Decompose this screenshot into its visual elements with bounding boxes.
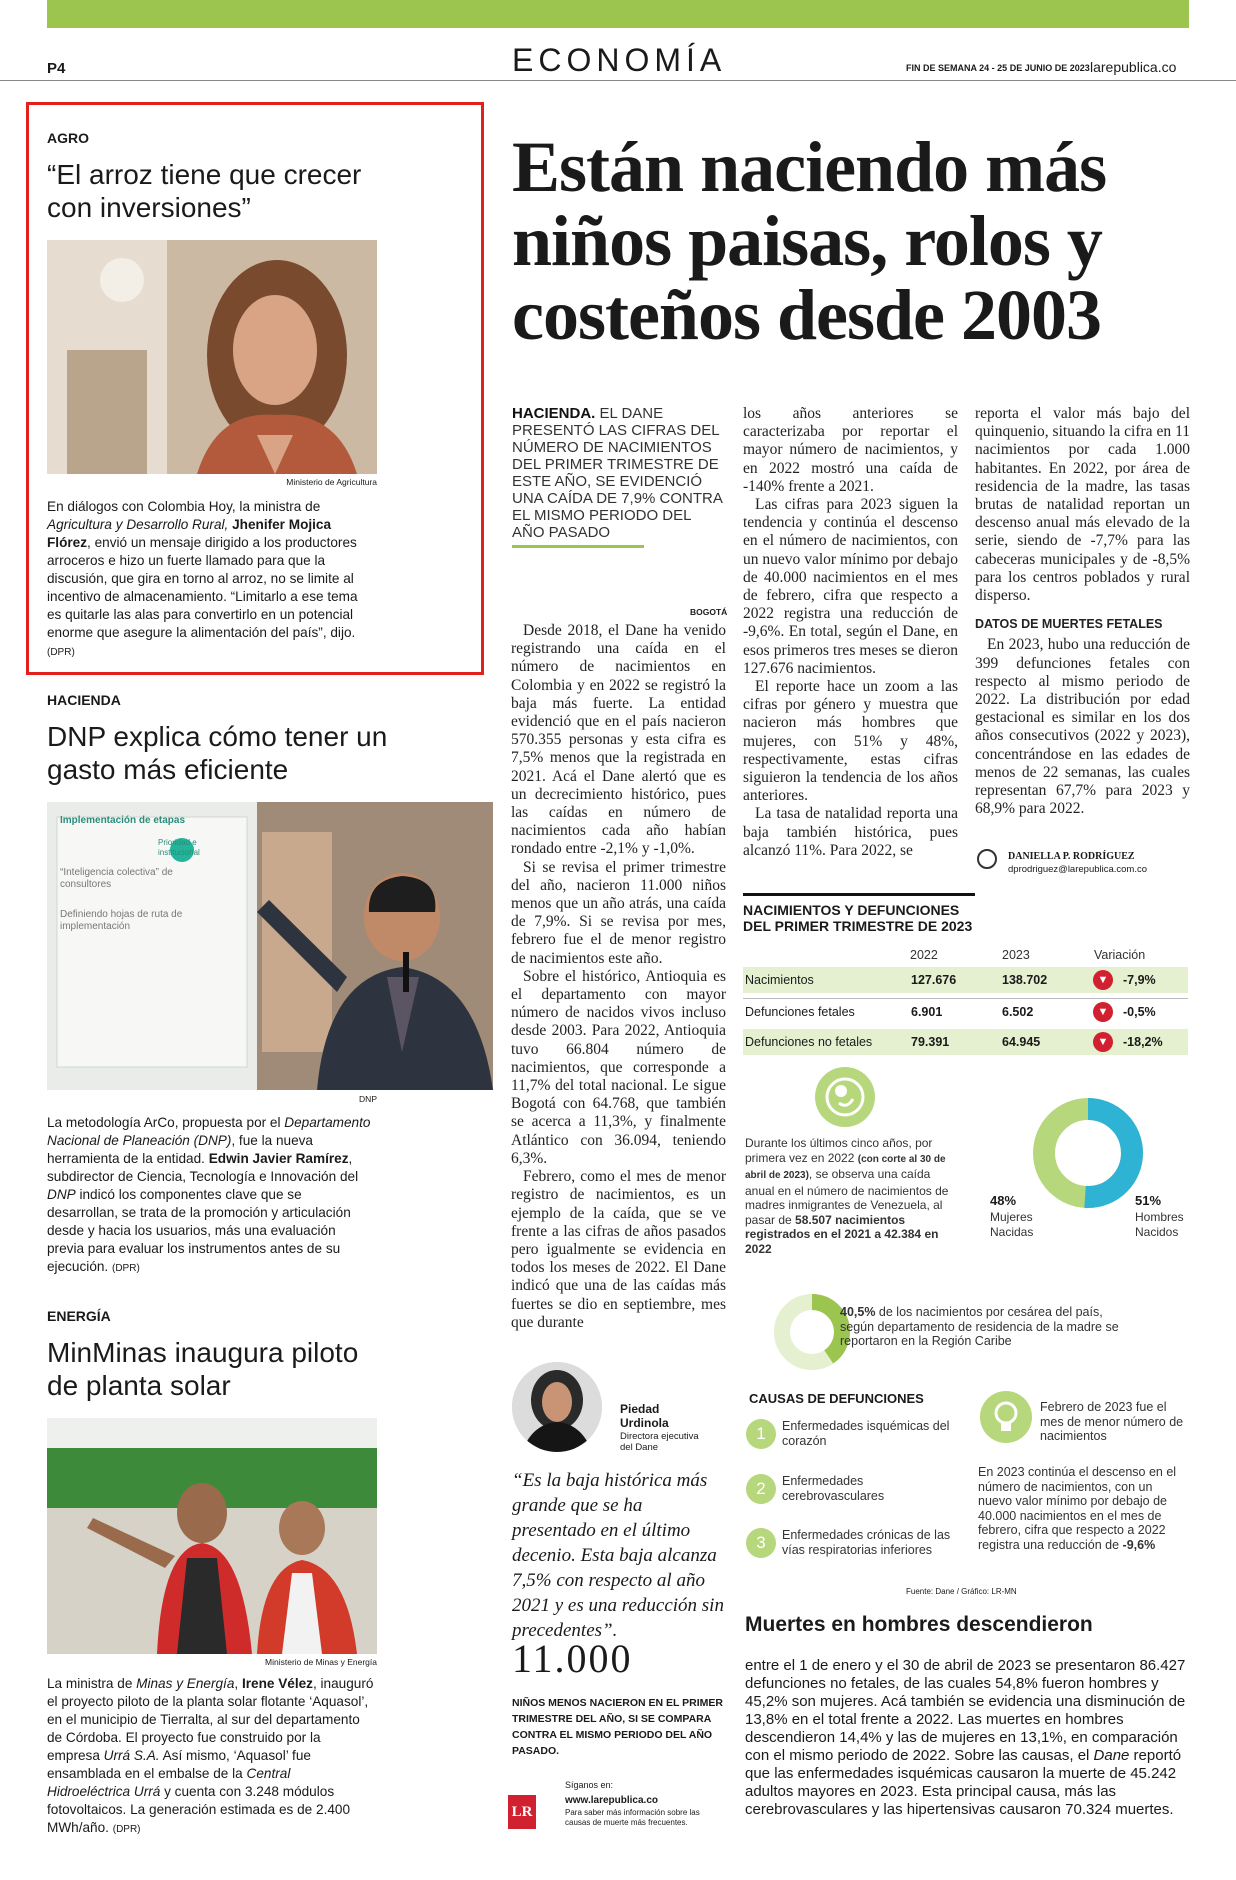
male-pct: 51% — [1135, 1193, 1162, 1208]
brief-headline[interactable]: “El arroz tiene que crecer con inversiones” — [47, 159, 362, 223]
solar-plant-photo — [47, 1418, 377, 1654]
key-figure-text: NIÑOS MENOS NACIERON EN EL PRIMER TRIMESTRE DEL AÑO, SI SE COMPARA CONTRA EL MISMO PERIODO DEL AÑO PASADO. — [512, 1697, 723, 1757]
director-role: Directora ejecutiva del Dane — [620, 1431, 699, 1453]
pull-quote: “Es la baja histórica más grande que se ha presentado en el último decenio. Esta baja alcanza 7,5% con respecto al año 2021 y es una reducción sin precedentes”. — [512, 1470, 724, 1641]
table-row: Defunciones fetales 6.901 6.502 ▼ -0,5% — [743, 998, 1188, 1024]
follow-note: Para saber más información sobre las causas de muerte más frecuentes. — [565, 1808, 700, 1827]
brief-kicker: HACIENDA — [47, 692, 121, 708]
cause-number: 2 — [746, 1474, 776, 1504]
brief-body: La metodología ArCo, propuesta por el Departamento Nacional de Planeación (DNP), fue la nueva herramienta de la entidad. Edwin Javier Ramírez, subdirector de Ciencia, Tecnología e Innovación del DNP indicó los componentes clave que se desarrollan, se trata de la promoción y articulación desde y hacia los usuarios, más una evaluación previa para evaluar los instrumentos antes de su ejecución. (DPR) — [47, 1115, 371, 1274]
male-label: Hombres Nacidos — [1135, 1210, 1184, 1239]
brief-body: En diálogos con Colombia Hoy, la ministra de Agricultura y Desarrollo Rural, Jhenifer Mojica Flórez, envió un mensaje dirigido a los productores arroceros e hizo un fuerte llamado para que la discusión, que gira en torno al arroz, no se limite al incentivo de almacenamiento. “Limitarlo a ese tema es quitarle las alas para convertirlo en un potencial enorme que asegure la alimentación del país”, dijo. (DPR) — [47, 499, 358, 658]
brief-kicker: AGRO — [47, 130, 89, 146]
deaths-heading: Muertes en hombres descendieron — [745, 1613, 1093, 1636]
follow-url[interactable]: www.larepublica.co — [565, 1795, 658, 1806]
female-label: Mujeres Nacidas — [990, 1210, 1034, 1239]
header-rule — [0, 80, 1236, 81]
minister-photo — [47, 240, 377, 474]
page-number: P4 — [47, 60, 66, 77]
lightbulb-icon — [980, 1391, 1032, 1443]
table-row: Nacimientos 127.676 138.702 ▼ -7,9% — [743, 967, 1188, 993]
migrants-note: Durante los últimos cinco años, por primera vez en 2022 (con corte al 30 de abril de 2023), se observa una caída anual en el número de nacimientos de madres inmigrantes de Venezuela, al pasar de 58.507 nacimientos registrados en el 2021 a 42.384 en 2022 — [745, 1136, 949, 1256]
story-column-2: los años anteriores se caracterizaba por reportar el mayor número de nacimientos, y en 2022 mostró una caída de -140% frente a 2021. Las cifras para 2023 siguen la tendencia y continúa el descenso en el número de nacimientos, con un nuevo valor mínimo por debajo de 40.000 nacimientos en el mes de febrero, cifra que respecto a 2022 registra una reducción de -9,6%. En total, según el Dane, en esos primeros tres meses se dieron 127.676 nacimientos. El reporte hace un zoom a las cifras por género y muestra que nacieron más hombres que mujeres, con 51% y 48%, respectivamente, estas cifras siguieron la tendencia de los años anteriores. La tasa de natalidad reporta una baja también histórica, pues alcanzó 11%. Para 2022, se — [743, 405, 958, 859]
brief-body: La ministra de Minas y Energía, Irene Vélez, inauguró el proyecto piloto de la planta solar flotante ‘Aquasol’, en el municipio de Tierralta, al sur del departamento de Córdoba. El proyecto fue construido por la empresa Urrá S.A. Así mismo, ‘Aquasol’ fue ensamblada en el embalse de la Central Hidroeléctrica Urrá y cuenta con 3.248 módulos fotovoltaicos. La generación estimada es de 2.400 MWh/año. (DPR) — [47, 1676, 374, 1835]
table-row: Defunciones no fetales 79.391 64.945 ▼ -18,2% — [743, 1029, 1188, 1055]
byline-email[interactable]: dprodriguez@larepublica.com.co — [1008, 864, 1148, 875]
screen-text: Implementación de etapas “Inteligencia colectiva” de consultores Definiendo hojas de ruta de implementación — [60, 815, 186, 932]
director-photo — [512, 1362, 602, 1452]
story-column-1: Desde 2018, el Dane ha venido registrando una caída en el número de nacimientos en Colombia y en 2022 se registró la baja más fuerte. La entidad evidenció que en el país nacieron 570.355 personas y esta cifra es 7,5% menos que la registrada en 2021. Acá el Dane alertó que es un decrecimiento histórico, pues las caídas en número de nacimientos cada año habían rondado entre -2,1% y -1,0%. Si se revisa el primer trimestre del año, nacieron 11.000 niños menos que un año atrás, una caída de 7,9%. Si se revisa por mes, febrero fue el de menor registro de nacimientos este año. Sobre el histórico, Antioquia es el departamento con mayor número de nacidos vivos incluso desde 2003. Para 2022, Antioquia tuvo 66.804 número de nacimientos, que corresponde a 11,7% del total nacional. Le sigue Bogotá con 64.768, que también se acerca a 11,3%, y finalmente Atlántico con 36.094, teniendo 6,3%. Febrero, como el mes de menor registro de nacimientos, es un ejemplo de la caída, que se ve frente a las cifras de años pasados pero igualmente se evidencia en todos los meses de 2022. El Dane indicó que una de las caídas más fuertes se dio en septiembre, mes que durante — [511, 622, 726, 1331]
lr-logo: LR — [508, 1795, 536, 1829]
byline: DANIELLA P. RODRÍGUEZ — [1008, 851, 1135, 862]
screen-text: Prioridad e institucional — [158, 838, 200, 857]
arrow-down-icon: ▼ — [1093, 1032, 1113, 1052]
brief-headline[interactable]: MinMinas inaugura piloto de planta solar — [47, 1337, 359, 1401]
site-link[interactable]: larepublica.co — [1090, 59, 1177, 75]
causes-title: CAUSAS DE DEFUNCIONES — [749, 1391, 924, 1406]
arrow-down-icon: ▼ — [1093, 1002, 1113, 1022]
cause-text: Enfermedades cerebrovasculares — [782, 1474, 885, 1503]
col-header: 2023 — [1002, 948, 1030, 962]
photo-credit: DNP — [359, 1094, 377, 1104]
col-header: Variación — [1094, 948, 1146, 962]
female-pct: 48% — [990, 1193, 1017, 1208]
cause-number: 1 — [746, 1419, 776, 1449]
fetal-deaths-subhead: DATOS DE MUERTES FETALES — [975, 617, 1163, 632]
cause-text: Enfermedades isquémicas del corazón — [782, 1419, 950, 1448]
section-title: ECONOMÍA — [512, 42, 727, 78]
caribe-note: 40,5% de los nacimientos por cesárea del país, según departamento de residencia de la madre se reportaron en la Región Caribe — [840, 1305, 1119, 1348]
follow-label: Síganos en: — [565, 1780, 614, 1790]
table-title: NACIMIENTOS Y DEFUNCIONES DEL PRIMER TRIMESTRE DE 2023 — [743, 902, 973, 934]
comment-icon — [977, 849, 997, 869]
graphic-source: Fuente: Dane / Gráfico: LR-MN — [906, 1587, 1017, 1596]
edition-date: FIN DE SEMANA 24 - 25 DE JUNIO DE 2023 — [906, 63, 1090, 73]
gender-donut-chart — [1032, 1097, 1144, 1209]
brief-headline[interactable]: DNP explica cómo tener un gasto más eficiente — [47, 721, 388, 785]
col-header: 2022 — [910, 948, 938, 962]
dateline-city: BOGOTÁ — [690, 607, 728, 617]
minimum-note: En 2023 continúa el descenso en el número de nacimientos, con un nuevo valor mínimo por debajo de 40.000 nacimientos en el mes de febrero, cifra que respecto a 2022 registra una reducción de -9,6% — [978, 1465, 1177, 1552]
table-top-rule — [743, 893, 975, 896]
cause-number: 3 — [746, 1528, 776, 1558]
photo-credit: Ministerio de Agricultura — [286, 477, 377, 487]
top-color-bar — [47, 0, 1189, 28]
lead-underline — [512, 545, 644, 548]
feb-note: Febrero de 2023 fue el mes de menor número de nacimientos — [1040, 1400, 1184, 1443]
director-name: Piedad Urdinola — [620, 1402, 669, 1430]
cause-text: Enfermedades crónicas de las vías respiratorias inferiores — [782, 1528, 951, 1557]
key-figure: 11.000 — [512, 1636, 633, 1681]
story-column-3: reporta el valor más bajo del quinquenio, situando la cifra en 11 nacimientos por cada 1.000 habitantes. En 2022, por área de residencia de la madre, las tasas brutas de natalidad reportan un descenso anual más elevado de la serie, siendo de -7,7% para las cabeceras municipales y de -8,5% para los centros poblados y rural disperso. DATOS DE MUERTES FETALES En 2023, hubo una reducción de 399 defunciones fetales con respecto al mismo periodo de 2022. La distribución por edad gestacional es similar en los dos años consecutivos (2022 y 2023), concentrándose en las edades de menos de 22 semanas, las cuales representan 67,7% para 2023 y 68,9% para 2022. — [975, 405, 1190, 818]
main-headline[interactable]: Están naciendo más niños paisas, rolos y costeños desde 2003 — [512, 127, 1107, 355]
fetus-icon — [815, 1067, 875, 1127]
arrow-down-icon: ▼ — [1093, 970, 1113, 990]
brief-kicker: ENERGÍA — [47, 1308, 111, 1324]
photo-credit: Ministerio de Minas y Energía — [265, 1657, 377, 1667]
deaths-body: entre el 1 de enero y el 30 de abril de 2023 se presentaron 86.427 defunciones no fetales, de las cuales 54,8% fueron hombres y 45,2% son mujeres. Acá también se evidencia una disminución de 13,8% en el total frente a 2022. Las muertes en hombres descendieron 14,4% y las de mujeres en 13,1%, en comparación con el mismo periodo de 2022. Sobre las causas, el Dane reportó que las enfermedades isquémicas causaron la muerte de 45.242 adultos mayores en 2023. Esta principal causa, más las cerebrovasculares y las hipertensivas causaron 70.324 muertes. — [745, 1657, 1186, 1818]
story-lead: HACIENDA. EL DANE PRESENTÓ LAS CIFRAS DEL NÚMERO DE NACIMIENTOS DEL PRIMER TRIMESTRE DE ESTE AÑO, SE EVIDENCIÓ UNA CAÍDA DE 7,9% CONTRA EL MISMO PERIODO DEL AÑO PASADO — [512, 405, 723, 541]
